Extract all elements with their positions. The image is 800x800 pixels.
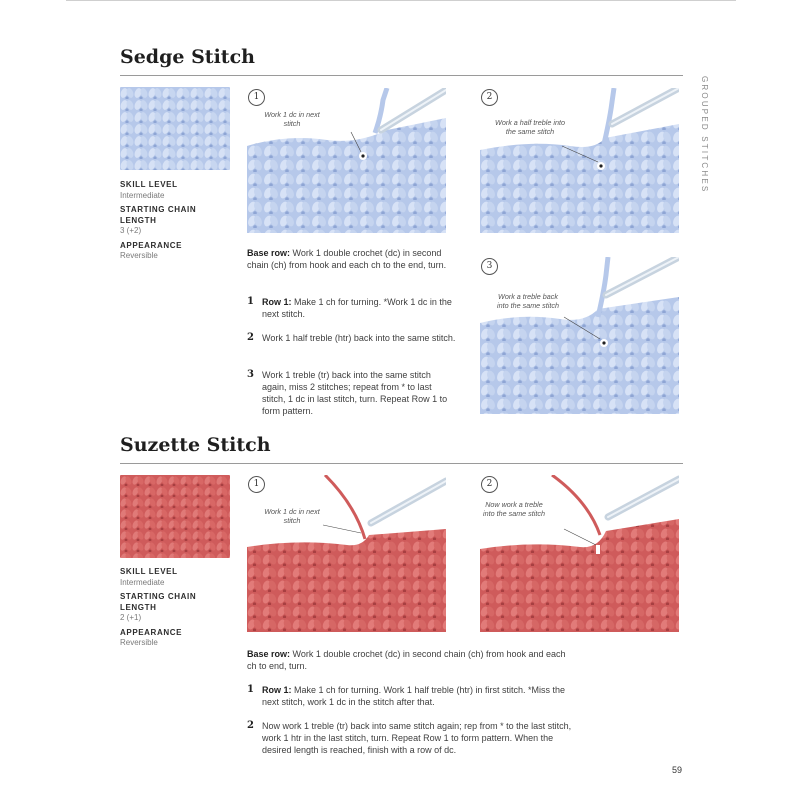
sedge-title: Sedge Stitch — [120, 46, 255, 68]
sedge-title-rule — [120, 75, 683, 76]
suzette-step-1-photo — [247, 475, 446, 632]
sedge-step-3-num: 3 — [247, 369, 254, 380]
sedge-info — [120, 180, 230, 266]
suzette-skill-level-value: Intermediate — [120, 577, 165, 587]
sedge-step-2-text: Work 1 half treble (htr) back into the same stitch. — [262, 333, 456, 343]
sedge-starting-chain-value: 3 (+2) — [120, 226, 142, 235]
sedge-step-2-number: 2 — [481, 89, 498, 106]
sedge-starting-chain-label: STARTING CHAIN LENGTH — [120, 205, 197, 225]
suzette-title-rule — [120, 463, 683, 464]
sedge-skill-level-value: Intermediate — [120, 190, 165, 200]
suzette-step-2 — [247, 720, 577, 756]
sedge-appearance-value: Reversible — [120, 251, 158, 260]
sedge-step-2-callout: Work a half treble into the same stitch — [495, 118, 565, 136]
suzette-step-2-num: 2 — [247, 720, 254, 731]
suzette-step-1-text: Make 1 ch for turning. Work 1 half treble (htr) in first stitch. *Miss the next stitch, work 1 dc in the stitch after that. — [262, 685, 565, 707]
suzette-starting-chain-value: 2 (+1) — [120, 613, 142, 622]
sedge-base-row — [247, 247, 453, 271]
suzette-step-2-text: Now work 1 treble (tr) back into same stitch again; rep from * to the last stitch, work 1 htr in the last stitch, turn. Repeat Row 1 to form pattern. When the desired length is reached, finish with a row of dc. — [262, 721, 572, 755]
sedge-step-3-text: Work 1 treble (tr) back into the same stitch again, miss 2 stitches; repeat from * to last stitch, 1 dc in last stitch, turn. Repeat Row 1 to form pattern. — [262, 370, 448, 416]
suzette-swatch-image — [120, 475, 230, 558]
sedge-step-2-photo — [480, 88, 679, 233]
sedge-appearance-label: APPEARANCE — [120, 240, 183, 250]
sedge-skill-level-label: SKILL LEVEL — [120, 180, 178, 189]
sedge-step-1-label: Row 1: — [262, 297, 292, 307]
suzette-step-2-number: 2 — [481, 476, 498, 493]
sedge-step-1-num: 1 — [247, 296, 254, 307]
suzette-base-row-text: Work 1 double crochet (dc) in second chain (ch) from hook and each ch to end, turn. — [247, 649, 566, 671]
top-rule — [66, 0, 736, 1]
sedge-base-row-label: Base row: — [247, 248, 291, 258]
suzette-step-2-callout: Now work a treble into the same stitch — [483, 500, 545, 518]
sedge-base-row-text: Work 1 double crochet (dc) in second chain (ch) from hook and each ch to the end, turn. — [247, 248, 447, 270]
sedge-step-3-photo — [480, 257, 679, 414]
sedge-step-2 — [247, 332, 457, 344]
sedge-step-1-number: 1 — [248, 89, 265, 106]
sedge-step-2-num: 2 — [247, 332, 254, 343]
suzette-step-1-number: 1 — [248, 476, 265, 493]
suzette-base-row-label: Base row: — [247, 649, 291, 659]
suzette-step-1-label: Row 1: — [262, 685, 292, 695]
suzette-base-row — [247, 648, 577, 672]
suzette-step-1 — [247, 684, 577, 708]
sedge-step-1-callout: Work 1 dc in next stitch — [264, 110, 320, 128]
suzette-appearance-value: Reversible — [120, 638, 158, 647]
suzette-skill-level-label: SKILL LEVEL — [120, 567, 178, 576]
sedge-step-3-callout: Work a treble back into the same stitch — [497, 292, 559, 310]
sedge-step-1-text: Make 1 ch for turning. *Work 1 dc in the next stitch. — [262, 297, 452, 319]
suzette-starting-chain-label: STARTING CHAIN LENGTH — [120, 592, 197, 612]
sedge-step-3 — [247, 369, 457, 417]
suzette-info — [120, 567, 230, 653]
suzette-appearance-label: APPEARANCE — [120, 627, 183, 637]
sedge-swatch-image — [120, 87, 230, 170]
section-side-tab: GROUPED STITCHES — [700, 76, 709, 194]
sedge-step-3-number: 3 — [481, 258, 498, 275]
page-number: 59 — [672, 765, 683, 775]
suzette-title: Suzette Stitch — [120, 434, 271, 456]
suzette-step-1-num: 1 — [247, 684, 254, 695]
sedge-step-1 — [247, 296, 457, 320]
suzette-step-2-photo — [480, 475, 679, 632]
suzette-step-1-callout: Work 1 dc in next stitch — [264, 507, 320, 525]
